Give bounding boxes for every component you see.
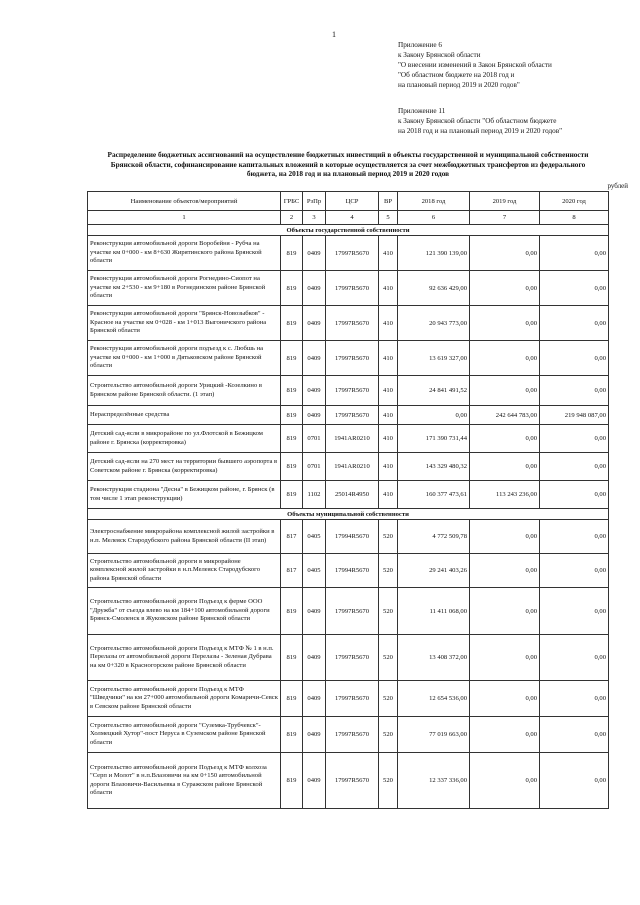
cell-name: Строительство автомобильной дороги в микрорайоне комплексной жилой застройки в н.п.Мелеяск Стародубского района Брянской области [88,554,281,588]
table-row [88,453,609,481]
cell-2018: 13 408 372,00 [398,635,470,681]
table-row [88,520,609,554]
cell-csr: 17994R5670 [326,520,379,554]
cell-2019: 0,00 [470,717,540,753]
cell-2020: 219 948 087,00 [540,406,609,425]
cell-csr: 17997R5670 [326,753,379,809]
cell-rzpr: 0409 [303,753,326,809]
cell-rzpr: 0409 [303,306,326,341]
cell-rzpr: 0409 [303,271,326,306]
appendix-11-line: на 2018 год и на плановый период 2019 и 2020 годов" [398,127,563,135]
cell-2018: 24 841 491,52 [398,376,470,406]
cell-2020: 0,00 [540,681,609,717]
cell-csr: 17997R5670 [326,376,379,406]
cell-2019: 0,00 [470,635,540,681]
cell-2018: 11 411 068,00 [398,588,470,635]
cell-name: Строительство автомобильной дороги Подъезд к ферме ООО "Дружба" от съезда влево на км 184+100 автомобильной дороги Брянск-Смоленск в Жуковском районе Брянской области [88,588,281,635]
cell-2020: 0,00 [540,453,609,481]
cell-name: Детский сад-ясли на 270 мест на территории бывшего аэропорта в Советском районе г. Брянска (корректировка) [88,453,281,481]
cell-name: Строительство автомобильной дороги Подъезд к МТФ "Шведчики" на км 27+000 автомобильной дороги Комаричи-Севск в Севском районе Брянской области [88,681,281,717]
cell-name: Реконструкция автомобильной дороги "Брянск-Новозыбков" - Красное на участке км 0+028 - км 1+013 Выгоничского района Брянской области [88,306,281,341]
cell-grbs: 819 [281,681,303,717]
cell-grbs: 817 [281,520,303,554]
cell-2019: 0,00 [470,681,540,717]
cell-rzpr: 0409 [303,236,326,271]
cell-grbs: 819 [281,341,303,376]
table-row [88,306,609,341]
cell-name: Реконструкция стадиона "Десна" в Бежицком районе, г. Брянск (в том числе 1 этап реконструкции) [88,481,281,509]
section-row-state [88,225,609,236]
cell-grbs: 819 [281,588,303,635]
cell-vr: 410 [379,406,398,425]
cell-csr: 17997R5670 [326,635,379,681]
column-number: 7 [470,211,540,225]
header-grbs: ГРБС [281,192,303,211]
cell-grbs: 819 [281,406,303,425]
cell-2020: 0,00 [540,341,609,376]
cell-grbs: 819 [281,376,303,406]
cell-csr: 17997R5670 [326,306,379,341]
header-vr: ВР [379,192,398,211]
column-number-row [88,211,609,225]
cell-grbs: 819 [281,236,303,271]
cell-grbs: 819 [281,271,303,306]
cell-rzpr: 0701 [303,453,326,481]
appendix-6-line: на плановый период 2019 и 2020 годов" [398,81,520,89]
header-2020: 2020 год [540,192,609,211]
cell-csr: 17997R5670 [326,588,379,635]
cell-2020: 0,00 [540,425,609,453]
cell-2020: 0,00 [540,271,609,306]
cell-grbs: 819 [281,425,303,453]
cell-2020: 0,00 [540,554,609,588]
cell-2019: 0,00 [470,425,540,453]
cell-grbs: 817 [281,554,303,588]
cell-vr: 520 [379,753,398,809]
cell-grbs: 819 [281,635,303,681]
column-number: 6 [398,211,470,225]
cell-grbs: 819 [281,717,303,753]
section-title-state: Объекты государственной собственности [88,225,609,236]
cell-rzpr: 0701 [303,425,326,453]
cell-vr: 520 [379,717,398,753]
table-row [88,681,609,717]
appendix-6-line: к Закону Брянской области [398,51,481,59]
cell-2020: 0,00 [540,376,609,406]
cell-2018: 77 019 663,00 [398,717,470,753]
cell-name: Детский сад-ясли в микрорайоне по ул.Флотской в Бежицком районе г. Брянска (корректировка) [88,425,281,453]
column-number: 5 [379,211,398,225]
column-number: 4 [326,211,379,225]
column-number: 8 [540,211,609,225]
cell-2019: 113 243 236,00 [470,481,540,509]
cell-rzpr: 1102 [303,481,326,509]
cell-rzpr: 0409 [303,376,326,406]
appendix-11-line: к Закону Брянской области "Об областном бюджете [398,117,557,125]
cell-vr: 410 [379,453,398,481]
cell-csr: 1941AR0210 [326,453,379,481]
cell-2019: 0,00 [470,753,540,809]
cell-2018: 12 654 536,00 [398,681,470,717]
cell-vr: 410 [379,236,398,271]
table-row [88,635,609,681]
cell-vr: 520 [379,635,398,681]
budget-table [87,191,609,809]
cell-name: Реконструкция автомобильной дороги Рогнедино-Сиопот на участке км 2+530 - км 9+180 в Рогнединском районе Брянской области [88,271,281,306]
appendix-6-line: "Об областном бюджете на 2018 год и [398,71,515,79]
cell-grbs: 819 [281,481,303,509]
table-row [88,236,609,271]
cell-grbs: 819 [281,453,303,481]
table-row [88,481,609,509]
cell-name: Строительство автомобильной дороги Урицкий -Козелкино в Брянском районе Брянской области. (1 этап) [88,376,281,406]
cell-name: Строительство автомобильной дороги "Суземка-Трубчевск"-Холмецкий Хутор"-пост Неруса в Суземском районе Брянской области [88,717,281,753]
cell-2018: 92 636 429,00 [398,271,470,306]
appendix-6-block [398,40,552,90]
cell-rzpr: 0409 [303,717,326,753]
cell-name: Реконструкция автомобильной дороги Воробейня - Рубча на участке км 0+000 - км 8+630 Жирятинского района Брянской области [88,236,281,271]
title-line: бюджета, на 2018 год и на плановый период 2019 и 2020 годов [246,169,450,179]
cell-csr: 17997R5670 [326,271,379,306]
header-2019: 2019 год [470,192,540,211]
cell-vr: 410 [379,376,398,406]
cell-vr: 520 [379,520,398,554]
cell-2019: 0,00 [470,271,540,306]
cell-2019: 0,00 [470,376,540,406]
cell-vr: 410 [379,271,398,306]
table-row [88,588,609,635]
cell-name: Реконструкция автомобильной дороги подъезд к с. Любшь на участке км 0+000 - км 1+000 в Дятьковском районе Брянской области [88,341,281,376]
cell-grbs: 819 [281,306,303,341]
cell-csr: 17997R5670 [326,236,379,271]
cell-2018: 29 241 403,26 [398,554,470,588]
section-title-municipal: Объекты муниципальной собственности [88,509,609,520]
cell-rzpr: 0409 [303,406,326,425]
cell-2019: 0,00 [470,554,540,588]
cell-2020: 0,00 [540,588,609,635]
cell-2019: 0,00 [470,306,540,341]
column-number: 2 [281,211,303,225]
cell-csr: 17997R5670 [326,406,379,425]
cell-2018: 171 390 731,44 [398,425,470,453]
cell-2020: 0,00 [540,481,609,509]
cell-2018: 121 390 139,00 [398,236,470,271]
cell-2020: 0,00 [540,306,609,341]
column-number: 3 [303,211,326,225]
currency-unit: рублей [607,182,628,190]
cell-vr: 520 [379,554,398,588]
cell-vr: 520 [379,681,398,717]
cell-vr: 410 [379,425,398,453]
table-row [88,341,609,376]
cell-2018: 143 329 480,32 [398,453,470,481]
table-row [88,753,609,809]
cell-rzpr: 0409 [303,588,326,635]
cell-rzpr: 0409 [303,341,326,376]
cell-2020: 0,00 [540,717,609,753]
cell-2019: 242 644 783,00 [470,406,540,425]
header-name: Наименование объектов/мероприятий [88,192,281,211]
cell-rzpr: 0409 [303,681,326,717]
cell-2020: 0,00 [540,635,609,681]
appendix-6-line: "О внесении изменений в Закон Брянской области [398,61,552,69]
cell-2020: 0,00 [540,236,609,271]
cell-2019: 0,00 [470,236,540,271]
cell-2020: 0,00 [540,753,609,809]
cell-csr: 17994R5670 [326,554,379,588]
cell-vr: 520 [379,588,398,635]
table-row [88,271,609,306]
cell-rzpr: 0405 [303,554,326,588]
header-csr: ЦСР [326,192,379,211]
table-row [88,717,609,753]
cell-grbs: 819 [281,753,303,809]
cell-2018: 4 772 509,78 [398,520,470,554]
table-row [88,376,609,406]
title-line: Распределение бюджетных ассигнований на осуществление бюджетных инвестиций в объекты государственной и муниципальной собственности [107,150,589,159]
cell-2019: 0,00 [470,520,540,554]
cell-2018: 20 943 773,00 [398,306,470,341]
cell-vr: 410 [379,306,398,341]
header-2018: 2018 год [398,192,470,211]
cell-2018: 12 337 336,00 [398,753,470,809]
title-line: Брянской области, софинансирование капитальных вложений в которые осуществляется за счет межбюджетных трансфертов из федерального [110,159,586,169]
cell-2019: 0,00 [470,341,540,376]
appendix-6-line: Приложение 6 [398,41,442,49]
cell-csr: 17997R5670 [326,341,379,376]
cell-name: Электроснабжение микрорайона комплексной жилой застройки в н.п. Мелеяск Стародубского района Брянской области (II этап) [88,520,281,554]
cell-name: Строительство автомобильной дороги Подъезд к МТФ № 1 в н.п. Перелазы от автомобильной дороги Перелазы - Зеленая Дубрава на км 0+320 в Красногорском районе Брянской области [88,635,281,681]
cell-csr: 17997R5670 [326,717,379,753]
cell-name: Строительство автомобильной дороги Подъезд к МТФ колхоза "Серп и Молот" в н.п.Влазовичи на км 0+150 автомобильной дороги Влазовичи-Васильевка в Суражском районе Брянской области [88,753,281,809]
cell-name: Нераспределённые средства [88,406,281,425]
cell-2020: 0,00 [540,520,609,554]
header-rzpr: РзПр [303,192,326,211]
appendix-11-block [398,106,562,136]
section-row-municipal [88,509,609,520]
table-row [88,406,609,425]
document-title [88,150,608,179]
cell-vr: 410 [379,481,398,509]
page-number: 1 [332,30,336,39]
cell-2019: 0,00 [470,453,540,481]
table-header-row [88,192,609,211]
cell-rzpr: 0409 [303,635,326,681]
cell-csr: 17997R5670 [326,681,379,717]
appendix-11-line: Приложение 11 [398,107,446,115]
cell-csr: 1941AR0210 [326,425,379,453]
table-row [88,425,609,453]
cell-2018: 0,00 [398,406,470,425]
column-number: 1 [88,211,281,225]
cell-2018: 160 377 473,61 [398,481,470,509]
cell-csr: 25014R4950 [326,481,379,509]
cell-2018: 13 619 327,00 [398,341,470,376]
cell-2019: 0,00 [470,588,540,635]
cell-vr: 410 [379,341,398,376]
table-row [88,554,609,588]
cell-rzpr: 0405 [303,520,326,554]
